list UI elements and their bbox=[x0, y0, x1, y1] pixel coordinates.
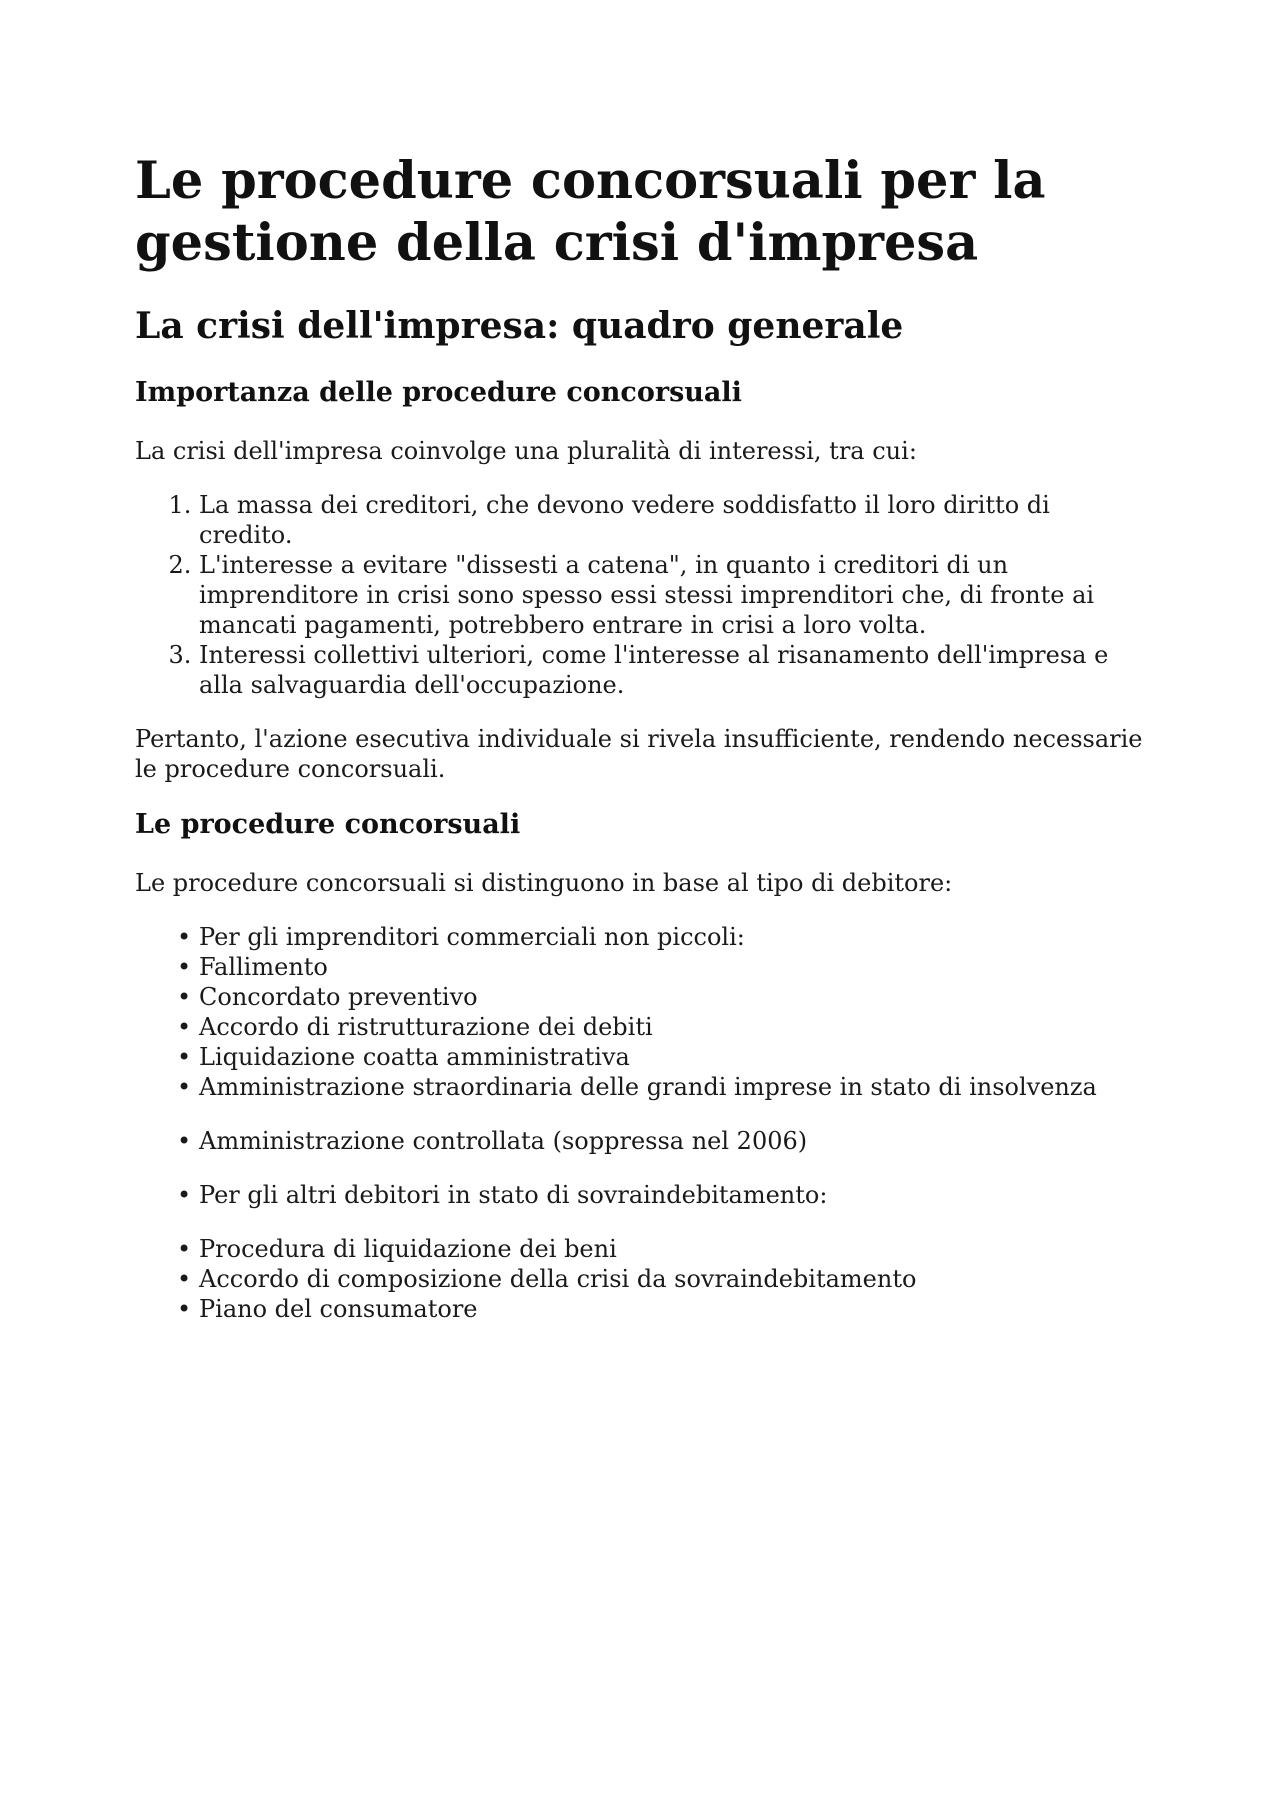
document-title: Le procedure concorsuali per la gestione della crisi d'impresa bbox=[135, 151, 1046, 273]
list-item: • Amministrazione controllata (soppressa nel 2006) bbox=[199, 1126, 1145, 1156]
list-item: • Piano del consumatore bbox=[199, 1294, 1145, 1324]
list-item: 1. La massa dei creditori, che devono vedere soddisfatto il loro diritto di credito. bbox=[199, 490, 1145, 550]
list-item: • Accordo di ristrutturazione dei debiti bbox=[199, 1012, 1145, 1042]
interests-list bbox=[135, 490, 1145, 700]
conclusion-paragraph: Pertanto, l'azione esecutiva individuale si rivela insufficiente, rendendo necessarie le procedure concorsuali. bbox=[135, 725, 1143, 783]
list-item: • Procedura di liquidazione dei beni bbox=[199, 1234, 1145, 1264]
list-item: • Per gli imprenditori commerciali non piccoli: bbox=[199, 922, 1145, 952]
procedure-list-suppressed bbox=[135, 1126, 1145, 1156]
list-item: • Amministrazione straordinaria delle grandi imprese in stato di insolvenza bbox=[199, 1072, 1145, 1102]
list-item: • Concordato preventivo bbox=[199, 982, 1145, 1012]
procedure-list-overindebtedness bbox=[135, 1234, 1145, 1324]
intro-paragraph: La crisi dell'impresa coinvolge una pluralità di interessi, tra cui: bbox=[135, 437, 917, 465]
list-item: 2. L'interesse a evitare "dissesti a catena", in quanto i creditori di un imprenditore in crisi sono spesso essi stessi imprenditori che, di fronte ai mancati pagamenti, potrebbero entrare in crisi a loro volta. bbox=[199, 550, 1145, 640]
procedure-list-commercial bbox=[135, 922, 1145, 1102]
subsection-heading-importanza: Importanza delle procedure concorsuali bbox=[135, 377, 742, 408]
list-item: • Accordo di composizione della crisi da sovraindebitamento bbox=[199, 1264, 1145, 1294]
procedure-list-other-debtors-header bbox=[135, 1180, 1145, 1210]
document-page bbox=[135, 150, 1145, 1348]
procedure-intro-paragraph: Le procedure concorsuali si distinguono in base al tipo di debitore: bbox=[135, 869, 953, 897]
subsection-heading-procedure: Le procedure concorsuali bbox=[135, 809, 521, 840]
section-heading-crisi: La crisi dell'impresa: quadro generale bbox=[135, 305, 904, 347]
list-item: • Per gli altri debitori in stato di sovraindebitamento: bbox=[199, 1180, 1145, 1210]
list-item: • Fallimento bbox=[199, 952, 1145, 982]
list-item: • Liquidazione coatta amministrativa bbox=[199, 1042, 1145, 1072]
list-item: 3. Interessi collettivi ulteriori, come l'interesse al risanamento dell'impresa e alla salvaguardia dell'occupazione. bbox=[199, 640, 1145, 700]
